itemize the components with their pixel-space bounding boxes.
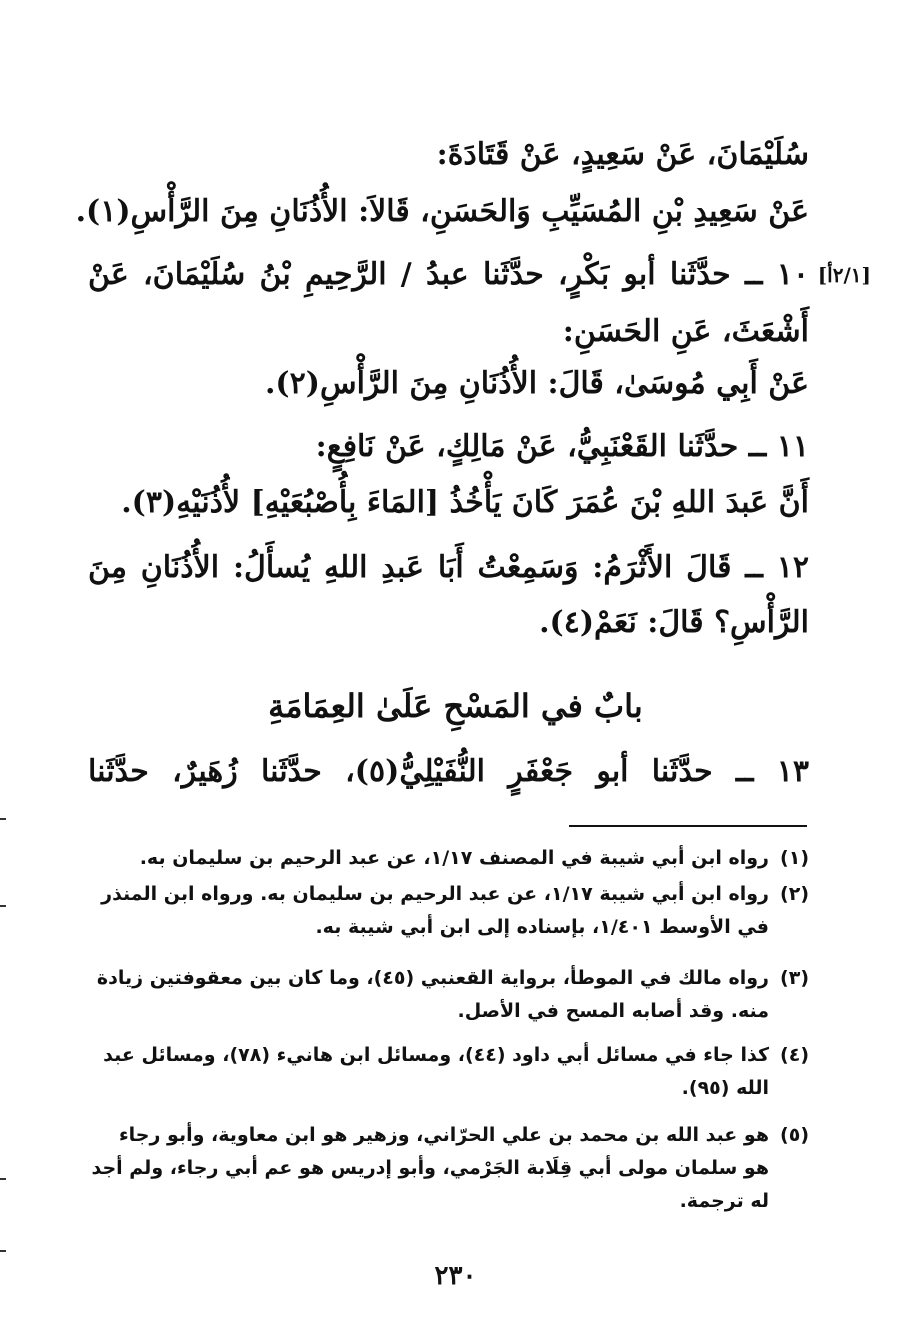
footnote-number: (٢) bbox=[780, 883, 809, 905]
text-line-2: عَنْ سَعِيدِ بْنِ المُسَيِّبِ وَالحَسَنِ، قَالاَ: الأُذُنَانِ مِنَ الرَّأْسِ(١). bbox=[75, 194, 809, 229]
footnote-text: رواه ابن أبي شيبة ١/١٧، عن عبد الرحيم بن سليمان به. ورواه ابن المنذر في الأوسط ١/٤٠١، بإسناده إلى ابن أبي شيبة به. bbox=[101, 883, 769, 938]
footnote-number: (١) bbox=[780, 847, 809, 869]
scan-edge-mark bbox=[0, 905, 6, 907]
footnote-number: (٤) bbox=[780, 1044, 809, 1066]
page-number: ٢٣٠ bbox=[434, 1261, 477, 1291]
footnote-3 bbox=[88, 962, 809, 1028]
scan-edge-mark bbox=[0, 1178, 6, 1180]
margin-reference: [٢/١أ] bbox=[817, 263, 871, 287]
text-line-6: ١١ ــ حدَّثَنا القَعْنَبِيُّ، عَنْ مَالِكٍ، عَنْ نَافِعٍ: bbox=[315, 429, 809, 464]
footnote-number: (٣) bbox=[780, 967, 809, 989]
footnote-text: رواه مالك في الموطأ، برواية القعنبي (٤٥)، وما كان بين معقوفتين زيادة منه. وقد أصابه المسح في الأصل. bbox=[96, 967, 769, 1022]
footnote-5 bbox=[88, 1119, 809, 1218]
footnote-4 bbox=[88, 1039, 809, 1105]
text-line-4: أَشْعَثَ، عَنِ الحَسَنِ: bbox=[562, 314, 809, 349]
footnote-text: كذا جاء في مسائل أبي داود (٤٤)، ومسائل ابن هانيء (٧٨)، ومسائل عبد الله (٩٥). bbox=[103, 1044, 769, 1099]
footnote-text: رواه ابن أبي شيبة في المصنف ١/١٧، عن عبد الرحيم بن سليمان به. bbox=[139, 847, 769, 869]
text-line-1: سُلَيْمَانَ، عَنْ سَعِيدٍ، عَنْ قَتَادَةَ: bbox=[436, 137, 809, 172]
footnote-separator bbox=[569, 825, 807, 827]
text-line-5: عَنْ أَبِي مُوسَىٰ، قَالَ: الأُذُنَانِ مِنَ الرَّأْسِ(٢). bbox=[264, 366, 809, 401]
footnote-2 bbox=[88, 878, 809, 944]
text-line-8: ١٢ ــ قَالَ الأَثْرَمُ: وَسَمِعْتُ أَبَا عَبدِ اللهِ يُسأَلُ: الأُذُنَانِ مِنَ bbox=[88, 550, 809, 585]
scan-edge-mark bbox=[0, 818, 6, 820]
footnote-1 bbox=[88, 842, 809, 875]
text-line-7: أَنَّ عَبدَ اللهِ بْنَ عُمَرَ كَانَ يَأْخُذُ [المَاءَ بِأُصْبُعَيْهِ] لأُذُنَيْهِ(٣). bbox=[121, 485, 809, 520]
footnote-text: هو عبد الله بن محمد بن علي الحرّاني، وزهير هو ابن معاوية، وأبو رجاء هو سلمان مولى أبي قِلَابة الجَرْمي، وأبو إدريس هو عم أبي رجاء، ولم أجد له ترجمة. bbox=[91, 1124, 769, 1212]
text-line-13: ١٣ ــ حدَّثَنا أبو جَعْفَرٍ النُّفَيْلِيُّ(٥)، حدَّثَنا زُهَيرٌ، حدَّثَنا bbox=[88, 754, 809, 789]
text-line-3: ١٠ ــ حدَّثَنا أبو بَكْرٍ، حدَّثَنا عبدُ / الرَّحِيمِ بْنُ سُلَيْمَانَ، عَنْ bbox=[88, 257, 809, 292]
chapter-heading: بابٌ في المَسْحِ عَلَىٰ العِمَامَةِ bbox=[268, 687, 643, 725]
footnote-number: (٥) bbox=[780, 1124, 809, 1146]
scan-edge-mark bbox=[0, 1250, 6, 1252]
text-line-9: الرَّأْسِ؟ قَالَ: نَعَمْ(٤). bbox=[539, 605, 809, 640]
